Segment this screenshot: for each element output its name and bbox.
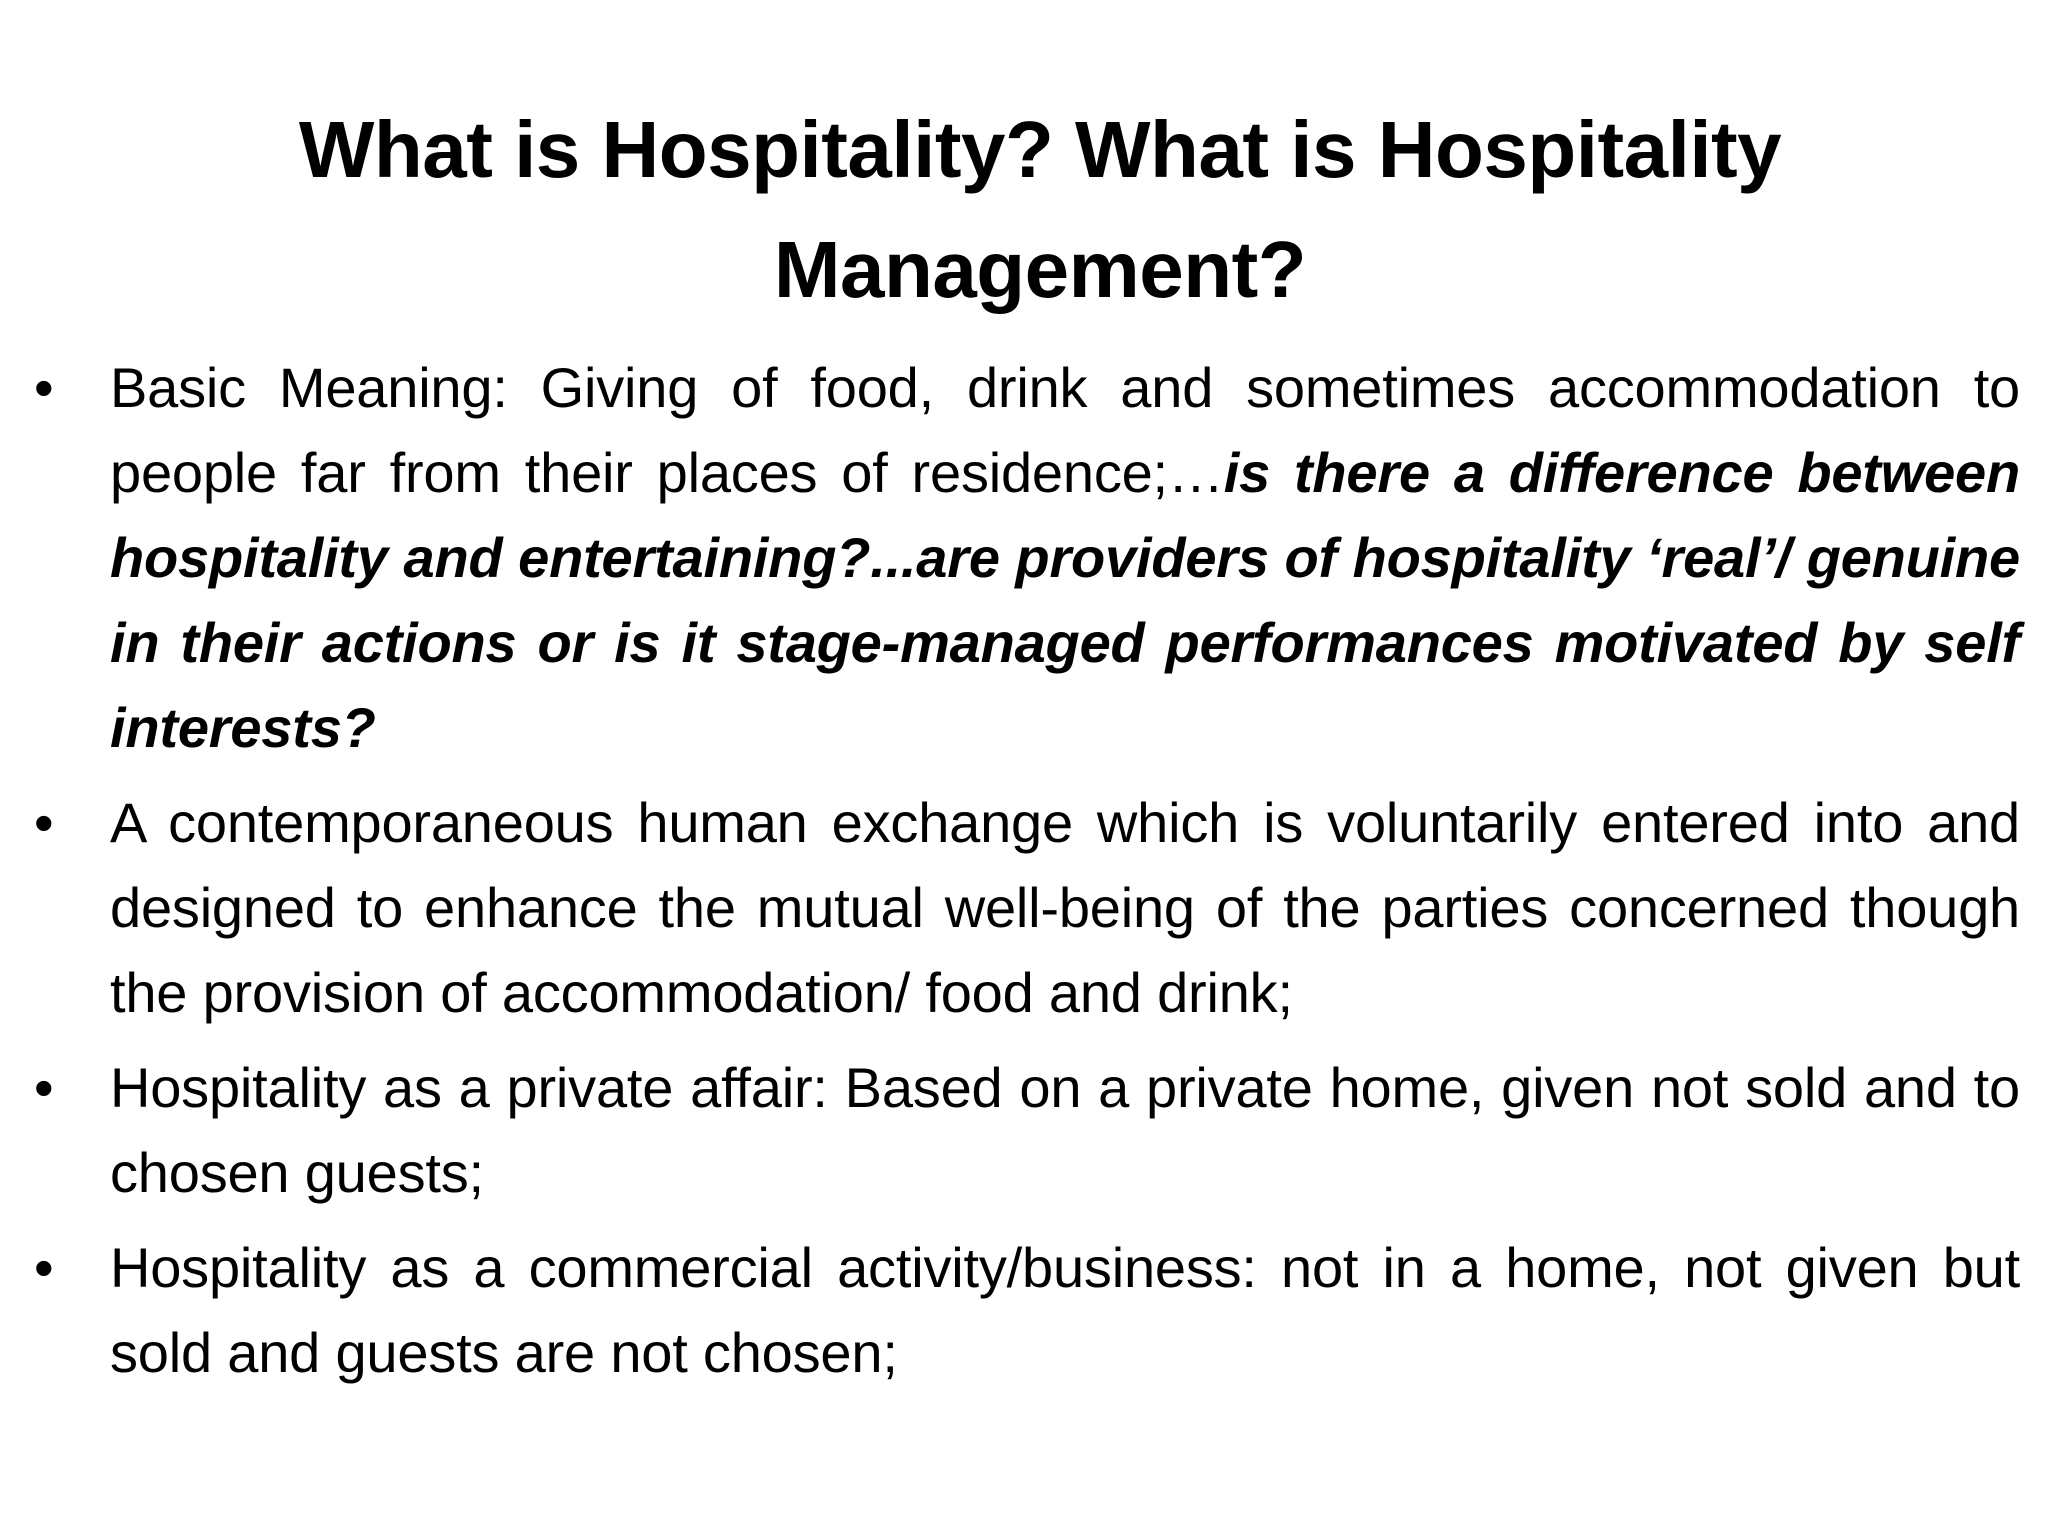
- bullet-emphasis-text: is there a difference between hospitality and entertaining?...are providers of hospitality ‘real’/ genuine in their actions or is it stage-managed performances motivated by self interests?: [110, 441, 2020, 759]
- bullet-item-basic-meaning: [30, 345, 2020, 770]
- bullet-text: Hospitality as a commercial activity/business: not in a home, not given but sold and guests are not chosen;: [110, 1236, 2020, 1384]
- bullet-item-private-affair: [30, 1045, 2020, 1215]
- bullet-dot-icon: •: [34, 791, 54, 854]
- bullet-text: Hospitality as a private affair: Based on a private home, given not sold and to chosen guests;: [110, 1056, 2020, 1204]
- bullet-list: [30, 345, 2020, 1405]
- bullet-dot-icon: •: [34, 1056, 54, 1119]
- bullet-item-human-exchange: [30, 780, 2020, 1035]
- bullet-text: A contemporaneous human exchange which is voluntarily entered into and designed to enhance the mutual well-being of the parties concerned though the provision of accommodation/ food and drink;: [110, 791, 2020, 1024]
- bullet-item-commercial-activity: [30, 1225, 2020, 1395]
- bullet-text: Basic Meaning: Giving of food, drink and sometimes accommodation to people far from their places of residence;…: [110, 356, 2020, 504]
- bullet-dot-icon: •: [34, 356, 54, 419]
- slide-title: What is Hospitality? What is Hospitality Management?: [298, 105, 1782, 314]
- bullet-dot-icon: •: [34, 1236, 54, 1299]
